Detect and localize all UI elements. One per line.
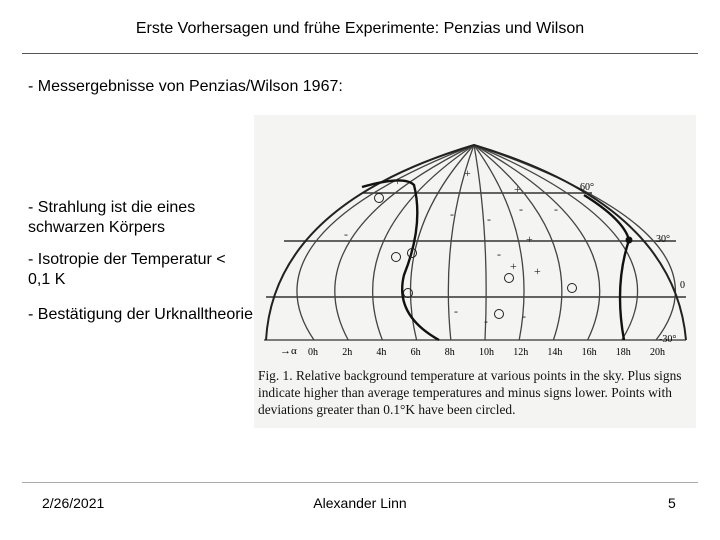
ra-tick-label: 10h — [479, 347, 494, 358]
title-divider — [22, 53, 698, 54]
circled-plus — [404, 289, 413, 298]
footer-author: Alexander Linn — [313, 495, 407, 511]
ra-tick-label: 4h — [376, 347, 387, 358]
footer-date: 2/26/2021 — [42, 495, 105, 511]
page-number: 5 — [668, 495, 676, 511]
ra-tick-label: 16h — [581, 347, 597, 358]
circled-minus — [505, 274, 514, 283]
figure-caption: Fig. 1. Relative background temperature at various points in the sky. Plus signs indicate higher than average temperatures and minus signs lower. Points with deviations greater than 0.1°K have been circled. — [258, 368, 682, 417]
sign-plus: + — [514, 182, 521, 196]
dec-label-minus30: -30° — [659, 334, 677, 345]
sign-minus: - — [519, 202, 523, 216]
sign-plus: + — [534, 264, 541, 278]
sign-minus: - — [497, 247, 501, 261]
circled-minus — [568, 284, 577, 293]
dec-label-60: 60° — [580, 182, 594, 193]
meridian-line — [373, 145, 474, 340]
ra-tick-label: 18h — [615, 347, 631, 358]
meridian-lines — [297, 145, 675, 340]
ra-tick-label: 2h — [342, 347, 353, 358]
meridian-line — [474, 145, 486, 340]
bullet-bigbang: - Bestätigung der Urknalltheorie — [28, 306, 254, 323]
circled-plus — [392, 253, 401, 262]
ra-tick-label: 14h — [547, 347, 563, 358]
sign-minus: - — [344, 227, 348, 241]
footer-divider — [22, 482, 698, 483]
sign-minus: - — [454, 304, 458, 318]
sign-minus: - — [522, 309, 526, 323]
circled-minus — [495, 310, 504, 319]
marker-dot — [626, 237, 633, 244]
ra-tick-label: 8h — [444, 347, 455, 358]
map-outline — [266, 145, 686, 340]
circled-minus — [375, 194, 384, 203]
ra-arrow: →α — [280, 345, 297, 357]
ra-tick-label: 6h — [410, 347, 421, 358]
meridian-line — [297, 145, 474, 340]
sign-minus: - — [487, 212, 491, 226]
meridian-line — [474, 145, 638, 340]
ra-tick-label: 20h — [650, 347, 665, 358]
sky-map-figure — [254, 115, 696, 428]
meridian-line — [474, 145, 524, 340]
ra-tick-label: 12h — [513, 347, 529, 358]
bullet-blackbody: - Strahlung ist die eines schwarzen Körpers — [28, 199, 196, 236]
sign-plus: + — [394, 174, 401, 188]
sign-minus: - — [450, 207, 454, 221]
sign-plus: + — [464, 166, 471, 180]
dec-label-0: 0 — [680, 280, 685, 291]
slide-title: Erste Vorhersagen und frühe Experimente: Penzias und Wilson — [135, 20, 585, 37]
sign-plus: + — [510, 259, 517, 273]
sky-map-chart — [254, 115, 696, 365]
sign-plus: + — [526, 232, 533, 246]
galactic-plane-left — [362, 180, 439, 340]
bullet-isotropy: - Isotropie der Temperatur < 0,1 K — [28, 251, 226, 288]
ra-axis — [280, 345, 665, 358]
galactic-plane-right — [584, 195, 629, 340]
dec-label-30: 30° — [656, 234, 670, 245]
sign-minus: - — [554, 202, 558, 216]
ra-tick-label: 0h — [308, 347, 318, 358]
sign-minus: - — [484, 314, 488, 328]
bullet-measurements: - Messergebnisse von Penzias/Wilson 1967: — [28, 78, 343, 95]
